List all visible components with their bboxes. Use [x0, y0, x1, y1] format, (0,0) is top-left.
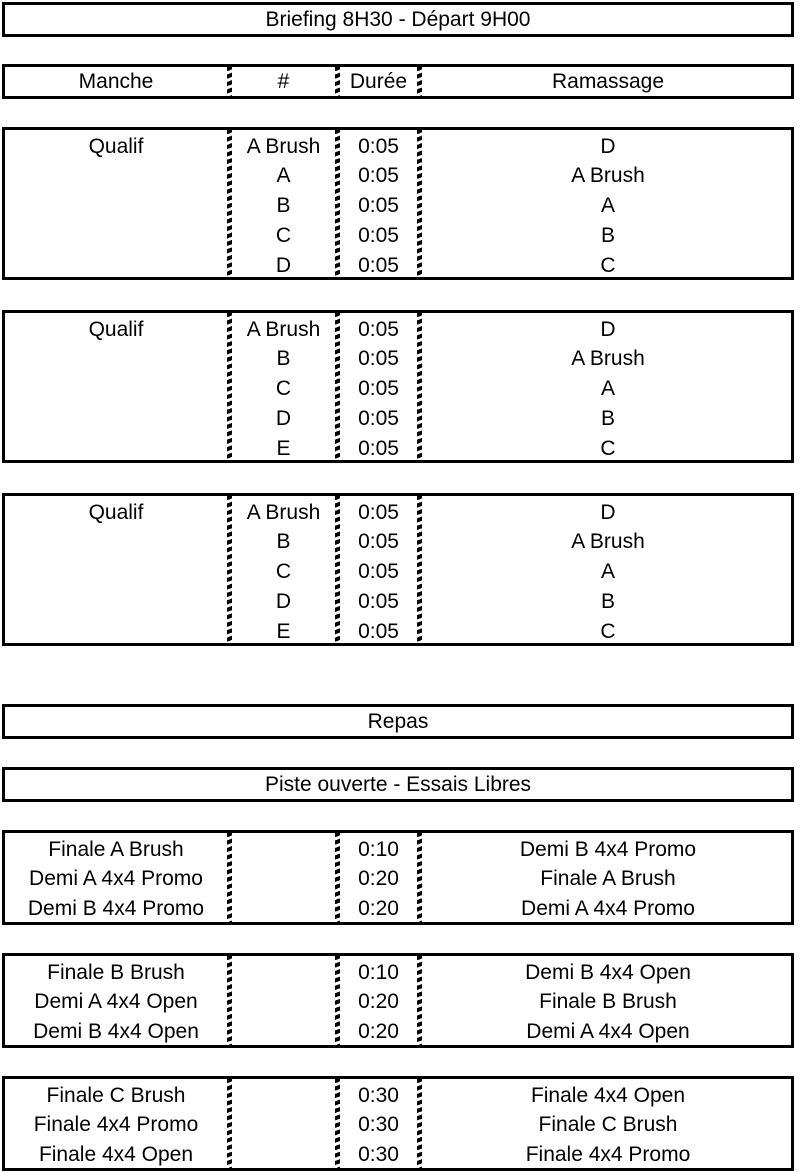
repas-banner	[2, 704, 794, 739]
schedule-row	[5, 958, 791, 988]
cell-manche: Finale C Brush	[46, 1083, 186, 1107]
schedule-row	[5, 315, 791, 345]
schedule-row	[5, 345, 791, 375]
header-duree: Durée	[349, 69, 408, 93]
cell-duree: 0:05	[358, 500, 399, 524]
cell-num	[232, 1111, 335, 1141]
cell-duree: 0:20	[358, 1020, 399, 1044]
cell-duree: 0:10	[358, 837, 399, 861]
cell-num: B	[276, 347, 291, 371]
cell-ramassage: Demi A 4x4 Open	[526, 1020, 690, 1044]
cell-ramassage: A	[600, 194, 615, 218]
cell-ramassage: Demi A 4x4 Promo	[521, 897, 695, 921]
cell-duree: 0:20	[358, 990, 399, 1014]
cell-ramassage: Finale B Brush	[539, 990, 677, 1014]
cell-duree: 0:30	[358, 1083, 399, 1107]
cell-ramassage: C	[600, 436, 616, 460]
cell-ramassage: C	[600, 619, 616, 643]
cell-duree: 0:05	[358, 377, 399, 401]
schedule-row	[5, 865, 791, 895]
schedule-row	[5, 617, 791, 647]
schedule-row	[5, 251, 791, 281]
briefing-banner	[2, 2, 794, 37]
cell-ramassage: Demi B 4x4 Promo	[519, 837, 697, 861]
header-ramassage: Ramassage	[551, 69, 665, 93]
schedule-row	[5, 1081, 791, 1111]
qualif-block	[2, 310, 794, 463]
cell-duree: 0:05	[358, 134, 399, 158]
cell-manche: Qualif	[88, 317, 144, 341]
cell-manche	[5, 162, 227, 192]
cell-duree: 0:30	[358, 1143, 399, 1167]
piste-banner	[2, 767, 794, 802]
schedule-row	[5, 132, 791, 162]
cell-ramassage: Demi B 4x4 Open	[525, 960, 691, 984]
cell-num	[232, 1140, 335, 1170]
cell-ramassage: Finale A Brush	[540, 867, 676, 891]
header-manche: Manche	[78, 69, 154, 93]
cell-num: D	[275, 253, 292, 277]
cell-manche: Demi A 4x4 Promo	[29, 867, 203, 891]
schedule-row	[5, 1140, 791, 1170]
schedule-row	[5, 221, 791, 251]
cell-num: B	[276, 194, 291, 218]
column-header	[2, 64, 794, 99]
header-num: #	[277, 69, 290, 93]
cell-ramassage: A	[600, 377, 615, 401]
cell-ramassage: Finale C Brush	[538, 1113, 678, 1137]
final-block	[2, 953, 794, 1048]
qualif-block	[2, 127, 794, 280]
qualif-block	[2, 493, 794, 646]
cell-num: C	[275, 377, 292, 401]
cell-duree: 0:05	[358, 223, 399, 247]
schedule-row	[5, 374, 791, 404]
schedule-row	[5, 587, 791, 617]
cell-ramassage: Finale 4x4 Promo	[525, 1143, 691, 1167]
cell-manche	[5, 404, 227, 434]
cell-num	[232, 988, 335, 1018]
schedule-row	[5, 1017, 791, 1047]
cell-manche: Qualif	[88, 134, 144, 158]
schedule-row	[5, 988, 791, 1018]
cell-manche: Qualif	[88, 500, 144, 524]
cell-ramassage: C	[600, 253, 616, 277]
cell-num: A	[276, 164, 291, 188]
cell-num: D	[275, 406, 292, 430]
cell-num	[232, 958, 335, 988]
cell-manche	[5, 374, 227, 404]
cell-manche: Demi B 4x4 Promo	[27, 897, 205, 921]
cell-duree: 0:05	[358, 619, 399, 643]
cell-num	[232, 835, 335, 865]
cell-ramassage: A Brush	[571, 530, 645, 554]
cell-num	[232, 1081, 335, 1111]
cell-manche: Finale A Brush	[48, 837, 184, 861]
cell-num: E	[276, 619, 291, 643]
cell-ramassage: A	[600, 560, 615, 584]
cell-duree: 0:05	[358, 317, 399, 341]
cell-duree: 0:20	[358, 867, 399, 891]
cell-num	[232, 894, 335, 924]
cell-num: A Brush	[246, 317, 321, 341]
cell-duree: 0:05	[358, 253, 399, 277]
cell-ramassage: Finale 4x4 Open	[530, 1083, 686, 1107]
schedule-row	[5, 404, 791, 434]
cell-num	[232, 865, 335, 895]
cell-num: A Brush	[246, 134, 321, 158]
cell-num	[232, 1017, 335, 1047]
cell-duree: 0:05	[358, 589, 399, 613]
cell-num: C	[275, 560, 292, 584]
cell-duree: 0:05	[358, 436, 399, 460]
cell-ramassage: A Brush	[571, 347, 645, 371]
schedule-row	[5, 191, 791, 221]
cell-manche	[5, 345, 227, 375]
repas-text: Repas	[367, 709, 429, 733]
schedule-row	[5, 894, 791, 924]
cell-manche	[5, 528, 227, 558]
cell-duree: 0:05	[358, 194, 399, 218]
schedule-row	[5, 434, 791, 464]
piste-text: Piste ouverte - Essais Libres	[264, 772, 532, 796]
cell-duree: 0:05	[358, 406, 399, 430]
cell-manche	[5, 587, 227, 617]
cell-num: B	[276, 530, 291, 554]
schedule-row	[5, 835, 791, 865]
schedule-row	[5, 528, 791, 558]
cell-ramassage: B	[600, 589, 615, 613]
cell-duree: 0:05	[358, 560, 399, 584]
cell-num: A Brush	[246, 500, 321, 524]
cell-manche: Demi B 4x4 Open	[33, 1020, 199, 1044]
cell-num: E	[276, 436, 291, 460]
cell-ramassage: B	[600, 223, 615, 247]
cell-manche	[5, 221, 227, 251]
schedule-row	[5, 557, 791, 587]
cell-ramassage: D	[600, 134, 616, 158]
briefing-text: Briefing 8H30 - Départ 9H00	[265, 7, 531, 31]
schedule-row	[5, 162, 791, 192]
cell-manche: Demi A 4x4 Open	[34, 990, 198, 1014]
schedule-row	[5, 498, 791, 528]
schedule-row	[5, 1111, 791, 1141]
final-block	[2, 1076, 794, 1171]
cell-duree: 0:20	[358, 897, 399, 921]
cell-num: C	[275, 223, 292, 247]
cell-manche	[5, 557, 227, 587]
cell-manche	[5, 251, 227, 281]
cell-ramassage: D	[600, 317, 616, 341]
cell-manche: Finale 4x4 Promo	[33, 1113, 199, 1137]
cell-ramassage: D	[600, 500, 616, 524]
cell-manche	[5, 434, 227, 464]
final-block	[2, 830, 794, 925]
cell-manche: Finale B Brush	[47, 960, 185, 984]
cell-duree: 0:05	[358, 347, 399, 371]
cell-manche	[5, 617, 227, 647]
cell-duree: 0:30	[358, 1113, 399, 1137]
cell-ramassage: B	[600, 406, 615, 430]
cell-duree: 0:05	[358, 164, 399, 188]
cell-manche: Finale 4x4 Open	[38, 1143, 194, 1167]
cell-duree: 0:10	[358, 960, 399, 984]
cell-ramassage: A Brush	[571, 164, 645, 188]
cell-duree: 0:05	[358, 530, 399, 554]
cell-num: D	[275, 589, 292, 613]
cell-manche	[5, 191, 227, 221]
